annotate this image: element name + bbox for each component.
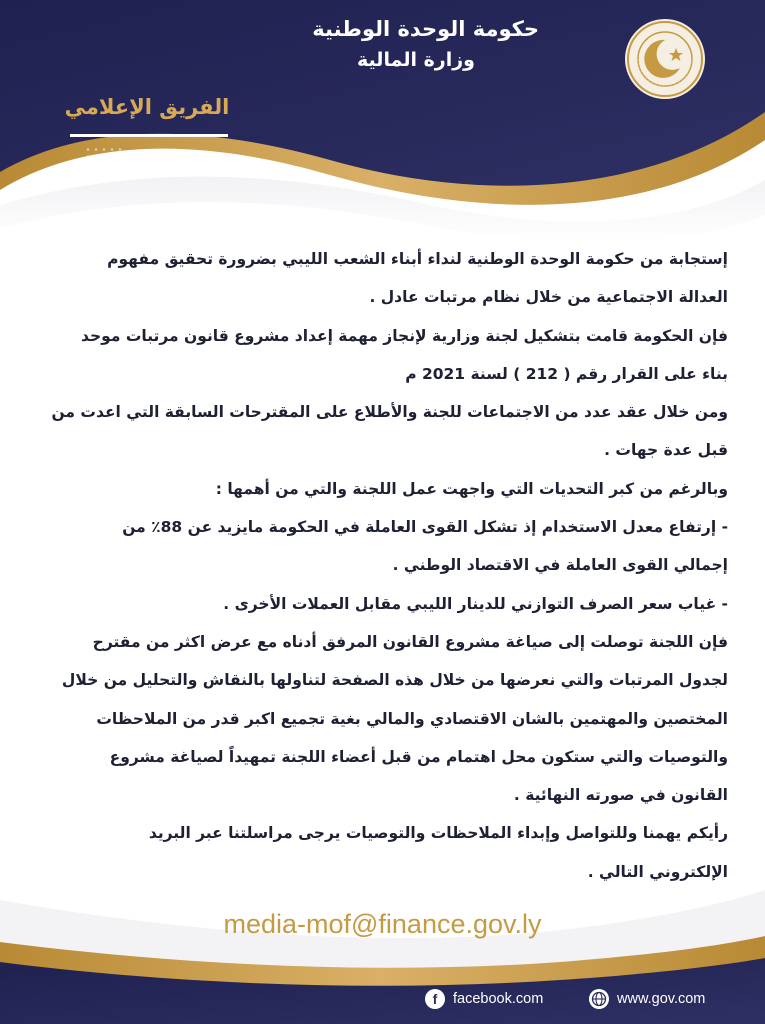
facebook-icon: f <box>425 989 445 1009</box>
body-line: - إرتفاع معدل الاستخدام إذ تشكل القوى العاملة في الحكومة مايزيد عن 88٪ من <box>122 518 728 537</box>
libya-government-seal-icon <box>624 18 706 100</box>
body-line: فإن الحكومة قامت بتشكيل لجنة وزارية لإنجاز مهمة إعداد مشروع قانون مرتبات موحد <box>81 326 728 345</box>
body-line: المختصين والمهتمين بالشان الاقتصادي والمالي بغية تجميع اكبر قدر من الملاحظات <box>96 709 728 728</box>
body-line: العدالة الاجتماعية من خلال نظام مرتبات عادل . <box>369 288 728 307</box>
website-label: www.gov.com <box>617 991 706 1007</box>
website-link[interactable] <box>589 985 705 1013</box>
facebook-link[interactable] <box>425 985 543 1013</box>
body-line: فإن اللجنة توصلت إلى صياغة مشروع القانون المرفق أدناه مع عرض اكثر من مقترح <box>92 632 728 651</box>
globe-icon <box>589 989 609 1009</box>
body-line: إجمالي القوى العاملة في الاقتصاد الوطني . <box>392 556 728 575</box>
media-team-underline <box>70 134 228 137</box>
contact-email[interactable]: media-mof@finance.gov.ly <box>223 909 542 939</box>
body-line: لجدول المرتبات والتي نعرضها من خلال هذه الصفحة لتناولها بالنقاش والتحليل من خلال <box>61 671 728 690</box>
body-line: والتوصيات والتي ستكون محل اهتمام من قبل أعضاء اللجنة تمهيداً لصياغة مشروع <box>109 747 728 766</box>
body-line: القانون في صورته النهائية . <box>513 786 728 805</box>
body-line: رأيكم يهمنا وللتواصل وإبداء الملاحظات والتوصيات يرجى مراسلتنا عبر البريد <box>148 824 728 843</box>
body-line: ومن خلال عقد عدد من الاجتماعات للجنة والأطلاع على المقترحات السابقة التي اعدت من <box>51 403 728 422</box>
body-line: إستجابة من حكومة الوحدة الوطنية لنداء أبناء الشعب الليبي بضرورة تحقيق مفهوم <box>107 250 728 268</box>
government-name: حكومة الوحدة الوطنية <box>312 17 539 41</box>
body-line: قبل عدة جهات . <box>604 441 728 460</box>
ministry-name: وزارة المالية <box>357 49 475 71</box>
body-line: وبالرغم من كبر التحديات التي واجهت عمل اللجنة والتي من أهمها : <box>215 479 728 498</box>
announcement-body <box>38 240 728 891</box>
body-line: - غياب سعر الصرف التوازني للدينار الليبي مقابل العملات الأخرى . <box>223 594 728 613</box>
decorative-dots <box>84 146 124 174</box>
facebook-label: facebook.com <box>453 991 544 1007</box>
media-team-title: الفريق الإعلامي <box>64 95 230 119</box>
body-line: الإلكتروني التالي . <box>587 862 728 881</box>
body-line: بناء على القرار رقم ( 212 ) لسنة 2021 م <box>405 364 728 383</box>
